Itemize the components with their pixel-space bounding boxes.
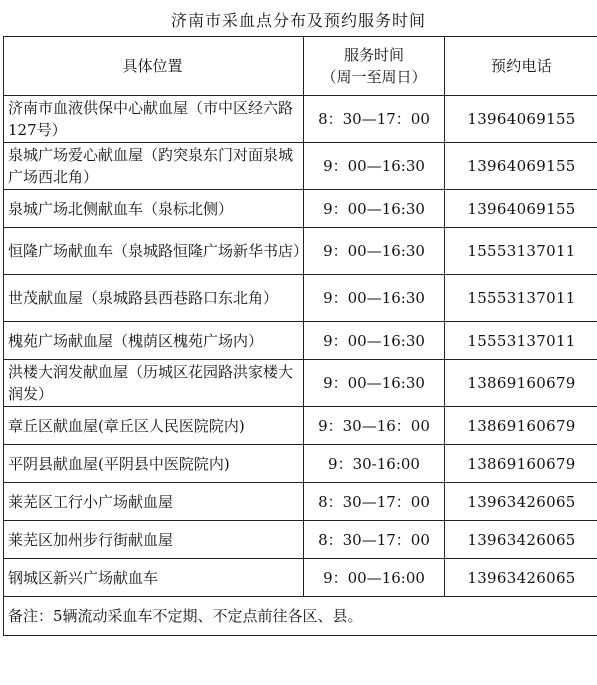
location-cell: 钢城区新兴广场献血车 bbox=[4, 559, 304, 597]
location-cell: 莱芜区加州步行街献血屋 bbox=[4, 521, 304, 559]
table-row bbox=[4, 407, 597, 445]
table-row bbox=[4, 360, 597, 407]
table-row bbox=[4, 228, 597, 275]
time-cell: 8：30—17：00 bbox=[304, 521, 445, 559]
location-cell: 平阴县献血屋(平阴县中医院院内) bbox=[4, 445, 304, 483]
table-row bbox=[4, 190, 597, 228]
location-cell: 泉城广场北侧献血车（泉标北侧） bbox=[4, 190, 304, 228]
time-cell: 9：00—16:30 bbox=[304, 190, 445, 228]
phone-cell: 15553137011 bbox=[445, 322, 597, 360]
time-cell: 9：30-16:00 bbox=[304, 445, 445, 483]
time-cell: 9：00—16:30 bbox=[304, 228, 445, 275]
table-row bbox=[4, 559, 597, 597]
header-phone: 预约电话 bbox=[445, 37, 597, 96]
blood-station-table bbox=[3, 36, 597, 636]
note-cell: 备注：5辆流动采血车不定期、不定点前往各区、县。 bbox=[4, 597, 597, 636]
time-cell: 9：00—16:30 bbox=[304, 143, 445, 190]
phone-cell: 15553137011 bbox=[445, 228, 597, 275]
document-title: 济南市采血点分布及预约服务时间 bbox=[170, 11, 426, 30]
time-cell: 9：00—16:30 bbox=[304, 275, 445, 322]
header-service-time-line1: 服务时间 bbox=[343, 46, 404, 64]
table-row bbox=[4, 96, 597, 143]
table-row bbox=[4, 143, 597, 190]
location-cell: 槐苑广场献血屋（槐荫区槐苑广场内） bbox=[4, 322, 304, 360]
time-cell: 9：30—16：00 bbox=[304, 407, 445, 445]
location-cell: 章丘区献血屋(章丘区人民医院院内) bbox=[4, 407, 304, 445]
location-cell: 洪楼大润发献血屋（历城区花园路洪家楼大润发） bbox=[4, 360, 304, 407]
phone-cell: 13869160679 bbox=[445, 360, 597, 407]
phone-cell: 13964069155 bbox=[445, 190, 597, 228]
table-row bbox=[4, 483, 597, 521]
location-cell: 济南市血液供保中心献血屋（市中区经六路127号） bbox=[4, 96, 304, 143]
time-cell: 8：30—17：00 bbox=[304, 96, 445, 143]
phone-cell: 13869160679 bbox=[445, 445, 597, 483]
table-row bbox=[4, 445, 597, 483]
header-location: 具体位置 bbox=[4, 37, 304, 96]
location-cell: 世茂献血屋（泉城路县西巷路口东北角） bbox=[4, 275, 304, 322]
header-service-time bbox=[304, 37, 445, 96]
location-cell: 泉城广场爱心献血屋（趵突泉东门对面泉城广场西北角） bbox=[4, 143, 304, 190]
phone-cell: 13964069155 bbox=[445, 96, 597, 143]
table-row bbox=[4, 275, 597, 322]
time-cell: 9：00—16:30 bbox=[304, 360, 445, 407]
time-cell: 8：30—17：00 bbox=[304, 483, 445, 521]
phone-cell: 13869160679 bbox=[445, 407, 597, 445]
table-row bbox=[4, 521, 597, 559]
phone-cell: 15553137011 bbox=[445, 275, 597, 322]
phone-cell: 13963426065 bbox=[445, 521, 597, 559]
phone-cell: 13964069155 bbox=[445, 143, 597, 190]
table-header-row bbox=[4, 37, 597, 96]
note-row bbox=[4, 597, 597, 636]
phone-cell: 13963426065 bbox=[445, 483, 597, 521]
location-cell: 莱芜区工行小广场献血屋 bbox=[4, 483, 304, 521]
phone-cell: 13963426065 bbox=[445, 559, 597, 597]
time-cell: 9：00—16:30 bbox=[304, 322, 445, 360]
location-cell: 恒隆广场献血车（泉城路恒隆广场新华书店） bbox=[4, 228, 304, 275]
time-cell: 9：00—16:00 bbox=[304, 559, 445, 597]
header-service-time-line2: （周一至周日） bbox=[321, 68, 427, 86]
table-row bbox=[4, 322, 597, 360]
